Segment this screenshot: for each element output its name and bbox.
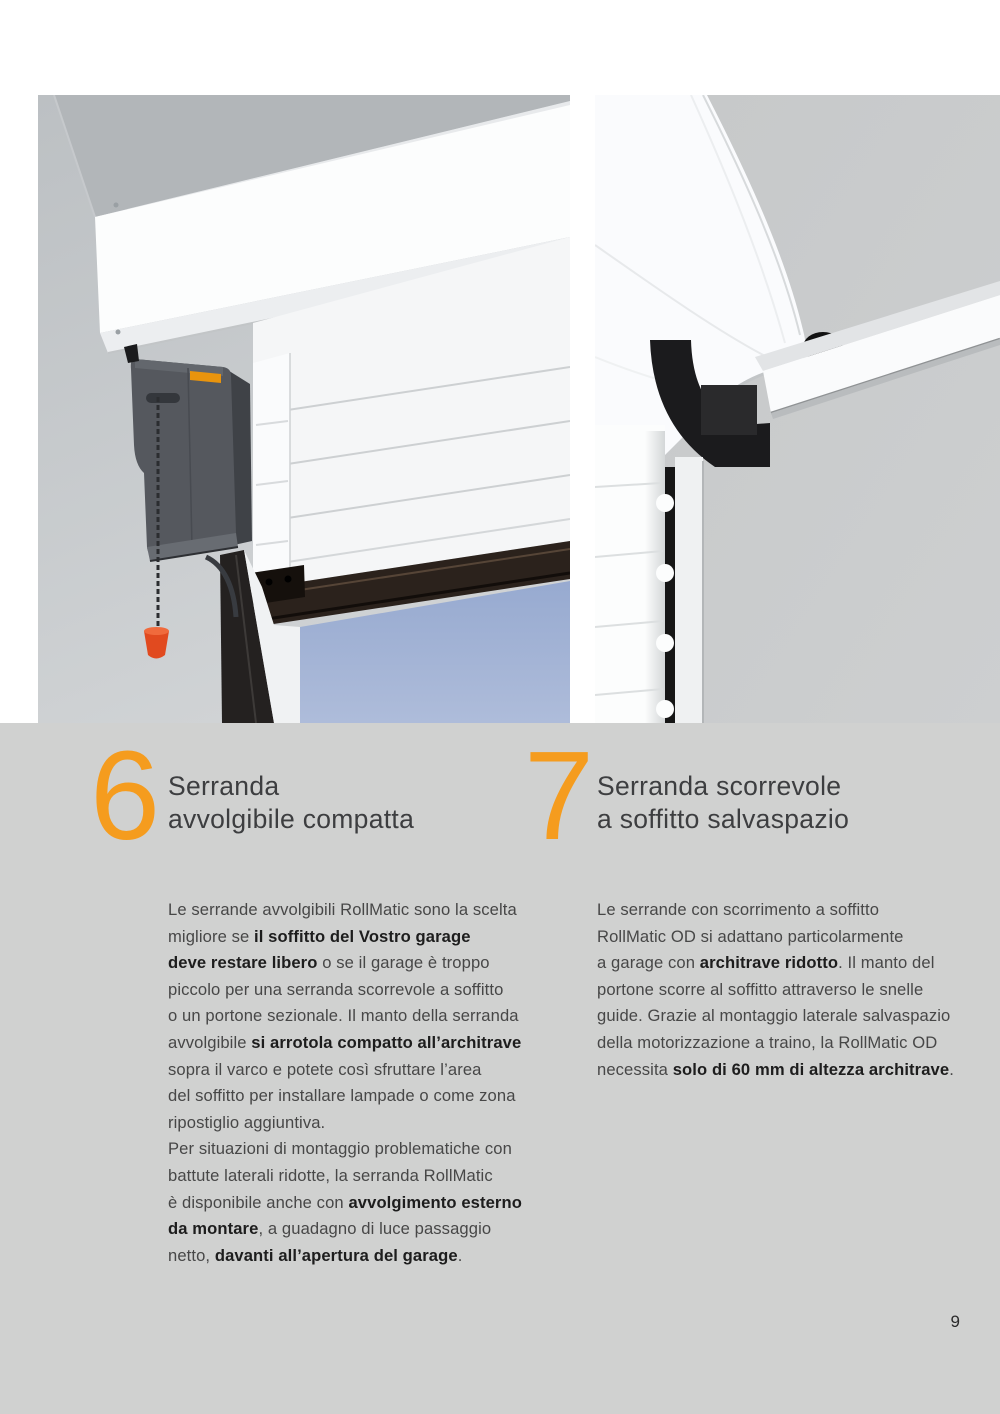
section-6-title-line1: Serranda (168, 771, 280, 801)
curtain-side-guide (253, 353, 290, 600)
section-7-title-line1: Serranda scorrevole (597, 771, 842, 801)
shutter-slats-vertical (595, 425, 665, 723)
section-6-body: Le serrande avvolgibili RollMatic sono la scelta migliore se il soffitto del Vostro garage deve restare libero o se il garage è troppo piccolo per una serranda scorrevole a soffitto o un portone sezionale. Il manto della serranda avvolgibile si arrotola compatto all’architrave sopra il varco e potete così sfruttare l’area del soffitto per installare lampade o come zona ripostiglio aggiuntiva. Per situazioni di montaggio problematiche con battute laterali ridotte, la serranda RollMatic è disponibile anche con avvolgimento esterno da montare, a guadagno di luce passaggio netto, davanti all’apertura del garage. (168, 900, 522, 1265)
photo-ceiling-shutter-detail (595, 95, 1000, 723)
section-7-body: Le serrande con scorrimento a soffitto RollMatic OD si adattano particolarmente a garage con architrave ridotto. Il manto del portone scorre al soffitto attraverso le snelle guide. Grazie al montaggio laterale salvaspazio della motorizzazione a traino, la RollMatic OD necessita solo di 60 mm di altezza architrave. (597, 900, 954, 1079)
section-7-number: 7 (524, 725, 592, 866)
motor-slot (146, 393, 180, 403)
ceiling-shutter-illustration (595, 95, 1000, 723)
section-7-title-line2: a soffitto salvaspazio (597, 804, 850, 834)
side-guide-strip (675, 457, 703, 723)
section-6-title-line2: avvolgibile compatta (168, 804, 415, 834)
section-7-title (597, 770, 849, 836)
section-6-title (168, 770, 414, 836)
section-6-number: 6 (90, 725, 158, 866)
rolling-shutter-illustration (38, 95, 570, 723)
page-number: 9 (950, 1312, 960, 1331)
photo-rolling-shutter-compact (38, 95, 570, 723)
